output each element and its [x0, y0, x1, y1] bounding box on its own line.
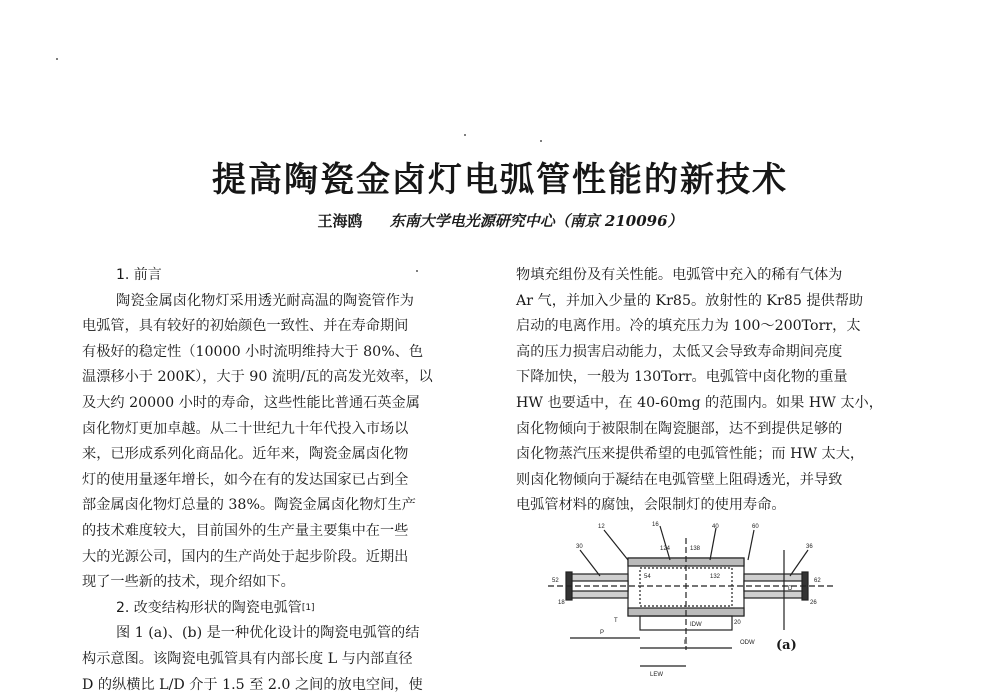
- paragraph-line: 来，已形成系列化商品化。近年来，陶瓷金属卤化物: [82, 442, 480, 468]
- right-column: [516, 263, 914, 519]
- scan-speck: [416, 270, 418, 272]
- leader-line: [748, 530, 754, 560]
- paragraph-line: 大的光源公司，国内的生产尚处于起步阶段。近期出: [82, 545, 480, 571]
- paper-title: 提高陶瓷金卤灯电弧管性能的新技术: [0, 152, 1000, 201]
- callout-label: T: [614, 618, 618, 624]
- scan-speck: [540, 140, 542, 142]
- paragraph-line: 构示意图。该陶瓷电弧管具有内部长度 L 与内部直径: [82, 647, 480, 673]
- author-name: 王海鸥: [317, 212, 362, 230]
- paragraph-line: 启动的电离作用。冷的填充压力为 100～200Torr，太: [516, 314, 914, 340]
- paragraph-line: 及大约 20000 小时的寿命，这些性能比普通石英金属: [82, 391, 480, 417]
- paragraph-line: 则卤化物倾向于凝结在电弧管壁上阻碍透光，并导致: [516, 468, 914, 494]
- callout-label: 54: [644, 574, 651, 580]
- callout-label: 26: [810, 600, 817, 606]
- callout-label: ODW: [740, 640, 755, 646]
- leader-line: [580, 550, 600, 576]
- paragraph-line: 卤化物灯更加卓越。从二十世纪九十年代投入市场以: [82, 417, 480, 443]
- paragraph-line: 卤化物倾向于被限制在陶瓷腿部，达不到提供足够的: [516, 417, 914, 443]
- paragraph-line: 卤化物蒸汽压来提供希望的电弧管性能；而 HW 太大，: [516, 442, 914, 468]
- arc-tube-diagram: [540, 520, 840, 684]
- author-affiliation: 东南大学电光源研究中心（南京 210096）: [390, 212, 683, 230]
- section-1-heading: 1. 前言: [82, 263, 480, 289]
- callout-label: 36: [806, 544, 813, 550]
- leader-line: [710, 528, 716, 560]
- callout-label: 30: [576, 544, 583, 550]
- callout-label: 60: [752, 524, 759, 530]
- callout-label: 16: [652, 522, 659, 528]
- figure-label: (a): [776, 638, 797, 653]
- callout-label: D: [788, 586, 793, 592]
- callout-label: P: [600, 630, 604, 636]
- paragraph-line: 高的压力损害启动能力，太低又会导致寿命期间亮度: [516, 340, 914, 366]
- paragraph-line: 部金属卤化物灯总量的 38%。陶瓷金属卤化物灯生产: [82, 493, 480, 519]
- callout-label: 62: [814, 578, 821, 584]
- arc-tube-figure: [540, 520, 840, 684]
- paragraph-line: 温漂移小于 200K），大于 90 流明/瓦的高发光效率，以: [82, 365, 480, 391]
- callout-label: 18: [558, 600, 565, 606]
- paragraph-line: 图 1 (a)、(b) 是一种优化设计的陶瓷电弧管的结: [82, 621, 480, 647]
- paragraph-line: 电弧管材料的腐蚀，会限制灯的使用寿命。: [516, 493, 914, 519]
- section-2-heading: [82, 596, 480, 622]
- paragraph-line: 有极好的稳定性（10000 小时流明维持大于 80%、色: [82, 340, 480, 366]
- callout-label: IDW: [690, 622, 702, 628]
- leader-line: [660, 526, 670, 560]
- scan-speck: [56, 58, 58, 60]
- callout-label: 52: [552, 578, 559, 584]
- paragraph-line: D 的纵横比 L/D 介于 1.5 至 2.0 之间的放电空间，使: [82, 673, 480, 698]
- paragraph-line: Ar 气，并加入少量的 Kr85。放射性的 Kr85 提供帮助: [516, 289, 914, 315]
- paragraph-line: 下降加快，一般为 130Torr。电弧管中卤化物的重量: [516, 365, 914, 391]
- byline: [0, 210, 1000, 231]
- paragraph-line: 现了一些新的技术，现介绍如下。: [82, 570, 480, 596]
- callout-label: LEW: [650, 672, 663, 678]
- paragraph-line: HW 也要适中，在 40-60mg 的范围内。如果 HW 太小，: [516, 391, 914, 417]
- citation-ref: [1]: [302, 603, 315, 613]
- callout-label: 132: [710, 574, 721, 580]
- callout-label: 12: [598, 524, 605, 530]
- callout-label: L: [684, 640, 688, 646]
- leader-line: [604, 530, 628, 560]
- paragraph-line: 物填充组份及有关性能。电弧管中充入的稀有气体为: [516, 263, 914, 289]
- callout-label: 138: [690, 546, 701, 552]
- callout-label: 124: [660, 546, 671, 552]
- scan-speck: [464, 134, 466, 136]
- paragraph-line: 的技术难度较大，目前国外的生产量主要集中在一些: [82, 519, 480, 545]
- callout-label: 40: [712, 524, 719, 530]
- left-column: [82, 263, 480, 698]
- section-2-heading-text: 2. 改变结构形状的陶瓷电弧管: [116, 600, 302, 616]
- paragraph-line: 电弧管，具有较好的初始颜色一致性、并在寿命期间: [82, 314, 480, 340]
- paragraph-line: 陶瓷金属卤化物灯采用透光耐高温的陶瓷管作为: [82, 289, 480, 315]
- callout-label: 20: [734, 620, 741, 626]
- paragraph-line: 灯的使用量逐年增长，如今在有的发达国家已占到全: [82, 468, 480, 494]
